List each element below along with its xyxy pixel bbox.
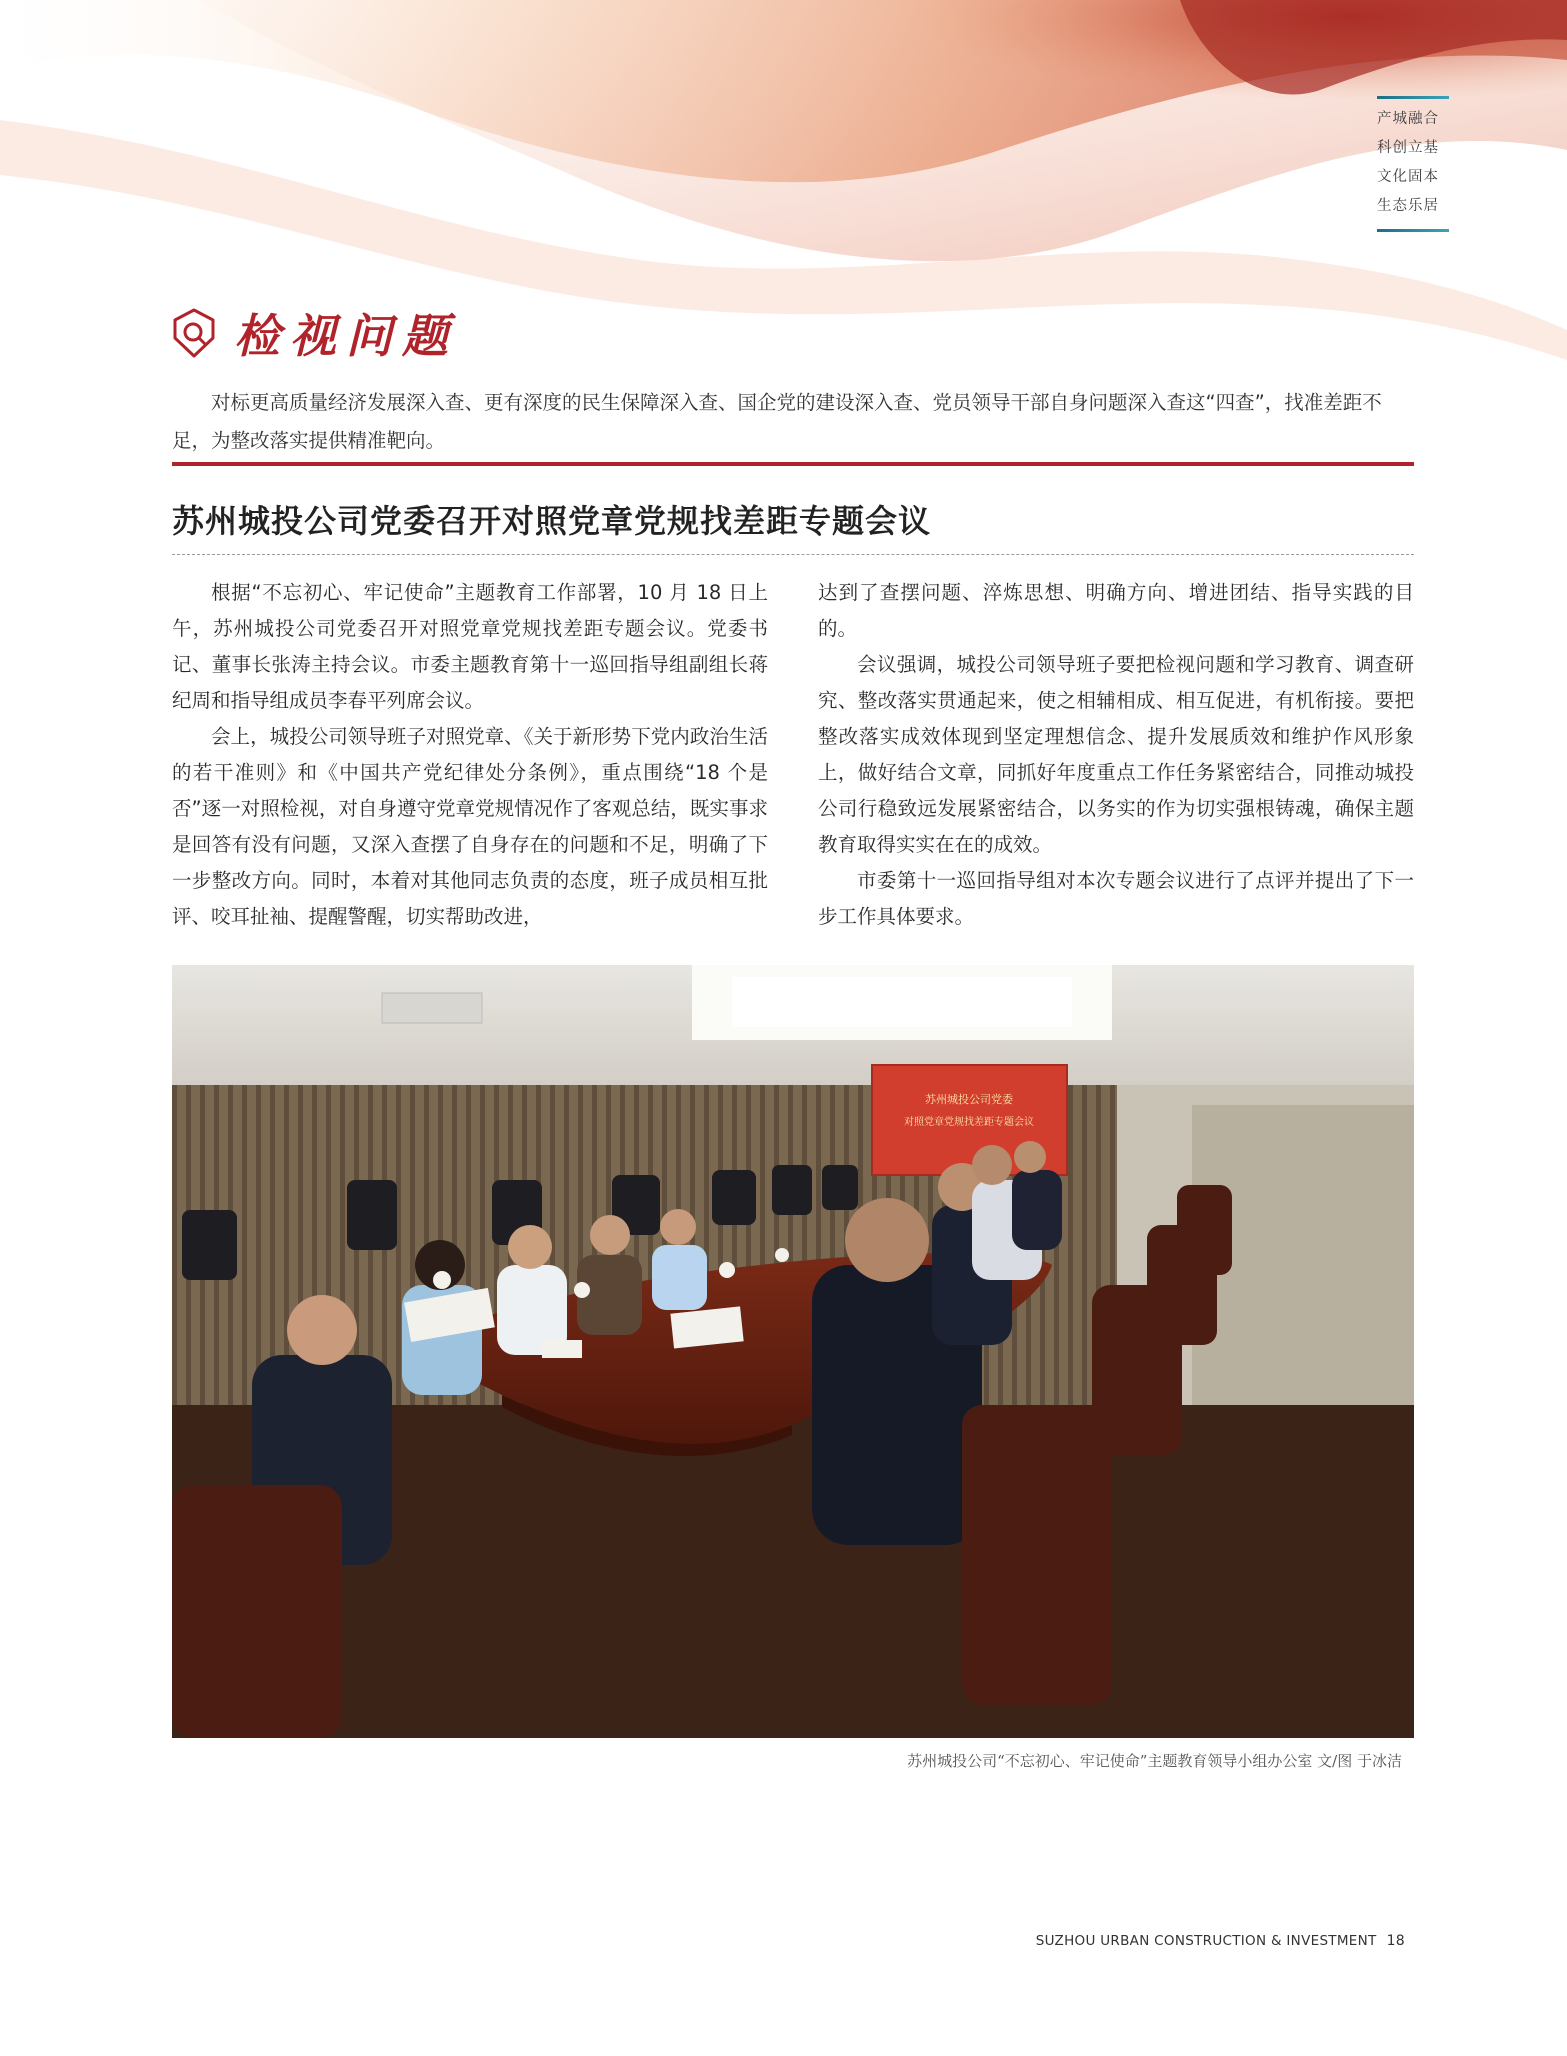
section-header (172, 303, 458, 363)
page-footer (1036, 1933, 1405, 1949)
tagline-item: 文化固本 (1377, 169, 1439, 185)
tagline-list (1377, 105, 1449, 221)
tagline-bottom-bar (1377, 229, 1449, 232)
article-paragraph: 市委第十一巡回指导组对本次专题会议进行了点评并提出了下一步工作具体要求。 (818, 869, 1414, 928)
article-column-left (172, 575, 768, 935)
tagline-block (1377, 96, 1449, 232)
magnifier-shield-icon (172, 308, 216, 358)
article-paragraph: 会上，城投公司领导班子对照党章、《关于新形势下党内政治生活的若干准则》和《中国共产党纪律处分条例》，重点围绕“18 个是否”逐一对照检视，对自身遵守党章党规情况作了客观总结，既实事求是回答有没有问题，又深入查摆了自身存在的问题和不足，明确了下一步整改方向。同时，本着对其他同志负责的态度，班子成员相互批评、咬耳扯袖、提醒警醒，切实帮助改进， (172, 725, 768, 928)
section-intro (172, 384, 1414, 460)
tagline-item: 生态乐居 (1377, 198, 1439, 214)
screen-title-line1: 苏州城投公司党委 (925, 1093, 1013, 1106)
article-paragraph: 根据“不忘初心、牢记使命”主题教育工作部署，10 月 18 日上午，苏州城投公司党委召开对照党章党规找差距专题会议。党委书记、董事长张涛主持会议。市委主题教育第十一巡回指导组副组长蒋纪周和指导组成员李春平列席会议。 (172, 581, 768, 712)
article-paragraph: 会议强调，城投公司领导班子要把检视问题和学习教育、调查研究、整改落实贯通起来，使之相辅相成、相互促进，有机衔接。要把整改落实成效体现到坚定理想信念、提升发展质效和维护作风形象上，做好结合文章，同抓好年度重点工作任务紧密结合，同推动城投公司行稳致远发展紧密结合，以务实的作为切实强根铸魂，确保主题教育取得实实在在的成效。 (818, 653, 1414, 856)
page-number: 18 (1386, 1933, 1405, 1949)
section-intro-text: 对标更高质量经济发展深入查、更有深度的民生保障深入查、国企党的建设深入查、党员领导干部自身问题深入查这“四查”，找准差距不足，为整改落实提供精准靶向。 (172, 391, 1382, 452)
tagline-item: 科创立基 (1377, 140, 1439, 156)
section-title: 检视问题 (234, 309, 458, 363)
photo-caption: 苏州城投公司“不忘初心、牢记使命”主题教育领导小组办公室 文/图 于冰洁 (907, 1752, 1402, 1770)
screen-title-line2: 对照党章党规找差距专题会议 (904, 1117, 1034, 1128)
article-headline: 苏州城投公司党委召开对照党章党规找差距专题会议 (172, 502, 932, 540)
tagline-item: 产城融合 (1377, 111, 1439, 127)
publication-name: SUZHOU URBAN CONSTRUCTION & INVESTMENT (1035, 1933, 1377, 1949)
meeting-photo-illustration (172, 965, 1414, 1738)
tagline-top-bar (1377, 96, 1449, 99)
headline-dashed-rule (172, 554, 1414, 555)
article-paragraph-continuation: 达到了查摆问题、淬炼思想、明确方向、增进团结、指导实践的目的。 (818, 581, 1414, 640)
section-divider (172, 462, 1414, 466)
meeting-photo (172, 965, 1414, 1738)
article-column-right (818, 575, 1414, 935)
